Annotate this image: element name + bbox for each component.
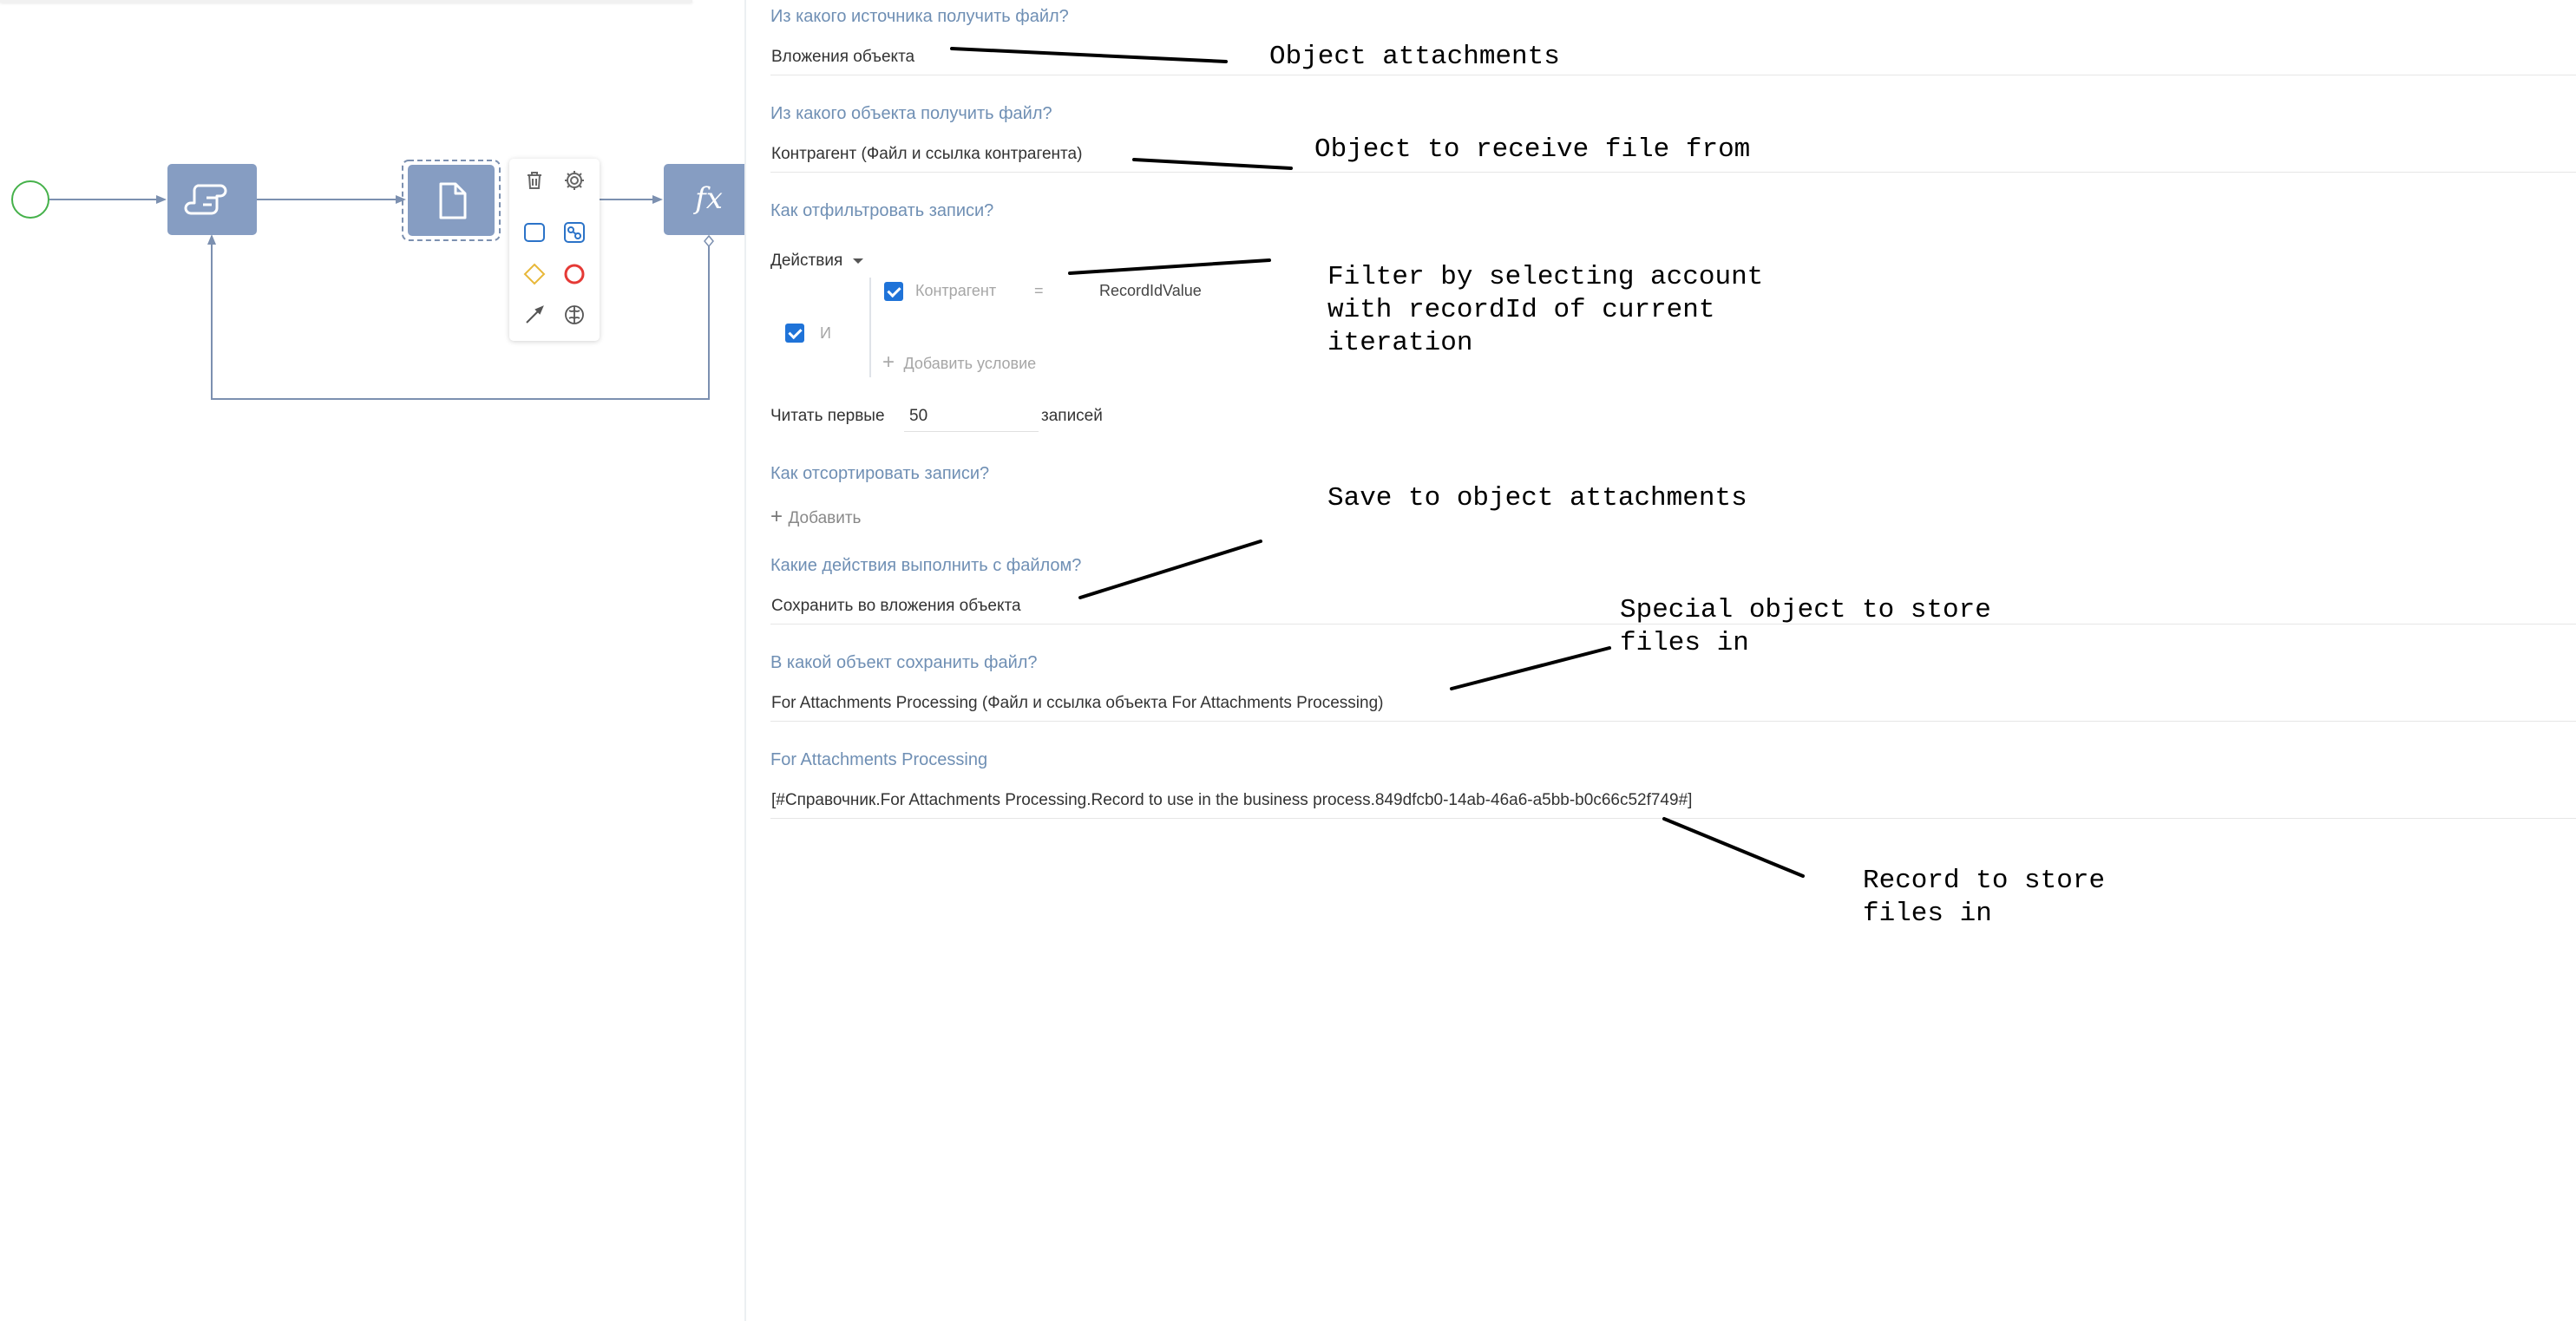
action-field[interactable]: Сохранить во вложения объекта	[771, 597, 1021, 615]
fx-icon: fx	[695, 181, 723, 216]
read-count-input[interactable]: 50	[909, 407, 928, 425]
target-record-field[interactable]: [#Справочник.For Attachments Processing.Record to use in the business process.849dfcb0-14ab-46a6-a5bb-b0c66c52f749#]	[771, 791, 1693, 809]
condition-field[interactable]: Контрагент	[915, 282, 997, 299]
read-first-label: Читать первые	[770, 407, 885, 425]
filter-label: Как отфильтровать записи?	[770, 201, 994, 220]
action-label: Какие действия выполнить с файлом?	[770, 556, 1082, 575]
annotation-object-attachments: Object attachments	[1269, 42, 1560, 72]
annotation-filter: Filter by selecting account with recordId of current iteration	[1327, 262, 1764, 358]
target-object-field[interactable]: For Attachments Processing (Файл и ссылка объекта For Attachments Processing)	[771, 694, 1384, 712]
annotation-special-object: Special object to store files in	[1620, 595, 1991, 658]
annotation-record: Record to store files in	[1863, 866, 2106, 929]
source-field[interactable]: Вложения объекта	[771, 48, 915, 66]
target-object-label: В какой объект сохранить файл?	[770, 653, 1038, 672]
actions-label: Действия	[770, 252, 843, 270]
condition-operator[interactable]: =	[1034, 282, 1044, 299]
add-condition-label: Добавить условие	[903, 355, 1037, 372]
annotation-object-to-receive: Object to receive file from	[1314, 134, 1751, 165]
object-field[interactable]: Контрагент (Файл и ссылка контрагента)	[771, 145, 1083, 163]
object-label: Из какого объекта получить файл?	[770, 104, 1052, 123]
condition-value[interactable]: RecordIdValue	[1099, 282, 1202, 299]
sort-add-label: Добавить	[788, 509, 862, 527]
records-label: записей	[1041, 407, 1103, 425]
group-operator[interactable]: И	[820, 324, 831, 342]
plus-icon: +	[882, 350, 895, 374]
annotation-save: Save to object attachments	[1327, 483, 1747, 513]
sort-label: Как отсортировать записи?	[770, 464, 990, 483]
target-record-label: For Attachments Processing	[770, 750, 988, 769]
plus-icon: +	[770, 505, 783, 528]
source-label: Из какого источника получить файл?	[770, 7, 1069, 26]
